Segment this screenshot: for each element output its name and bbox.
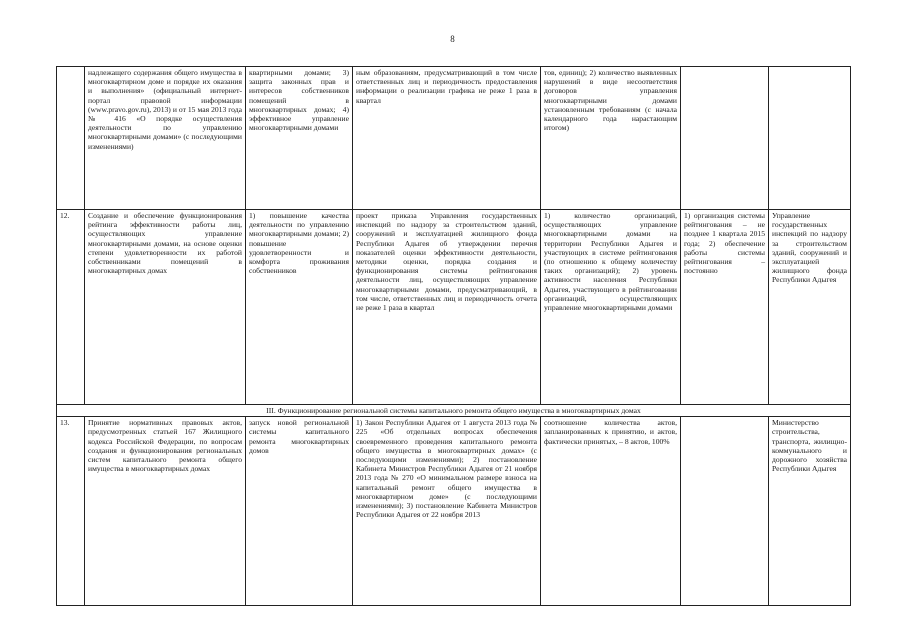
- expected-result-cell: квартирными домами; 3) защита законных прав и интересов собственников помещений в многоквартирных домах; 4) эффективное управление многоквартирными домами: [246, 67, 353, 210]
- responsible-cell: [769, 67, 851, 210]
- table-row: [57, 210, 851, 405]
- indicator-cell: тов, единиц); 2) количество выявленных нарушений в виде несоответствия договоров управления многоквартирными домами установленным требованиям (с начала календарного года нарастающим итогом): [541, 67, 681, 210]
- deadline-cell: [681, 67, 769, 210]
- regulatory-act-cell: 1) Закон Республики Адыгея от 1 августа 2013 года № 225 «Об отдельных вопросах обеспечения своевременного проведения капитального ремонта общего имущества в многоквартирных домах» (с последующими изменениями); 2) постановление Кабинета Министров Республики Адыгея от 21 ноября 2013 года № 270 «О минимальном размере взноса на капитальный ремонт общего имущества в многоквартирном доме» (с последующими изменениями); 3) постановление Кабинета Министров Республики Адыгея от 22 ноября 2013: [353, 417, 541, 606]
- indicator-cell: 1) количество организаций, осуществляющих управление многоквартирными домами на территории Республики Адыгея и участвующих в системе рейтингования (по отношению к общему количеству таких организаций); 2) уровень активности населения Республики Адыгея, участвующего в рейтинговании организаций, осуществляющих управление многоквартирными домами: [541, 210, 681, 405]
- regulatory-act-cell: ным образованиям, предусматривающий в том числе ответственных лиц и периодичность предоставления информации о реализации графика не реже 1 раза в квартал: [353, 67, 541, 210]
- deadline-cell: 1) организация системы рейтингования – не позднее 1 квартала 2015 года; 2) обеспечение работы системы рейтингования – постоянно: [681, 210, 769, 405]
- row-number-cell: 12.: [57, 210, 85, 405]
- table-row: [57, 417, 851, 606]
- activity-cell: Создание и обеспечение функционирования рейтинга эффективности работы лиц, осуществляющих управление многоквартирными домами, на основе оценки степени удовлетворенности их работой собственниками помещений в многоквартирных домах: [85, 210, 246, 405]
- responsible-cell: Министерство строительства, транспорта, жилищно-коммунального и дорожного хозяйства Республики Адыгея: [769, 417, 851, 606]
- deadline-cell: [681, 417, 769, 606]
- section-row: [57, 405, 851, 417]
- responsible-cell: Управление государственных инспекций по надзору за строительством зданий, сооружений и эксплуатацией жилищного фонда Республики Адыгея: [769, 210, 851, 405]
- expected-result-cell: запуск новой региональной системы капитального ремонта многоквартирных домов: [246, 417, 353, 606]
- section-heading: III. Функционирование региональной системы капитального ремонта общего имущества в многоквартирных домах: [57, 405, 851, 417]
- regulatory-act-cell: проект приказа Управления государственных инспекций по надзору за строительством зданий, сооружений и эксплуатацией жилищного фонда Республики Адыгея об утверждении перечня показателей оценки эффективности деятельности, методики оценки, порядка создания и функционирования системы рейтингования деятельности лиц, осуществляющих управление многоквартирными домами, предусматривающий, в том числе, ответственных лиц и периодичность отчета не реже 1 раза в квартал: [353, 210, 541, 405]
- page-number: 8: [450, 34, 455, 44]
- document-table: [56, 66, 851, 606]
- table-row: [57, 67, 851, 210]
- row-number-cell: 13.: [57, 417, 85, 606]
- indicator-cell: соотношение количества актов, запланированных к принятию, и актов, фактически принятых, – 8 актов, 100%: [541, 417, 681, 606]
- row-number-cell: [57, 67, 85, 210]
- expected-result-cell: 1) повышение качества деятельности по управлению многоквартирными домами; 2) повышение удовлетворенности и комфорта проживания собственников: [246, 210, 353, 405]
- activity-cell: Принятие нормативных правовых актов, предусмотренных статьей 167 Жилищного кодекса Российской Федерации, по вопросам создания и функционирования региональных систем капитального ремонта общего имущества в многоквартирных домах: [85, 417, 246, 606]
- activity-cell: надлежащего содержания общего имущества в многоквартирном доме и порядке их оказания и выполнения» (официальный интернет-портал правовой информации (www.pravo.gov.ru), 2013) и от 15 мая 2013 года № 416 «О порядке осуществления деятельности по управлению многоквартирными домами» (с последующими изменениями): [85, 67, 246, 210]
